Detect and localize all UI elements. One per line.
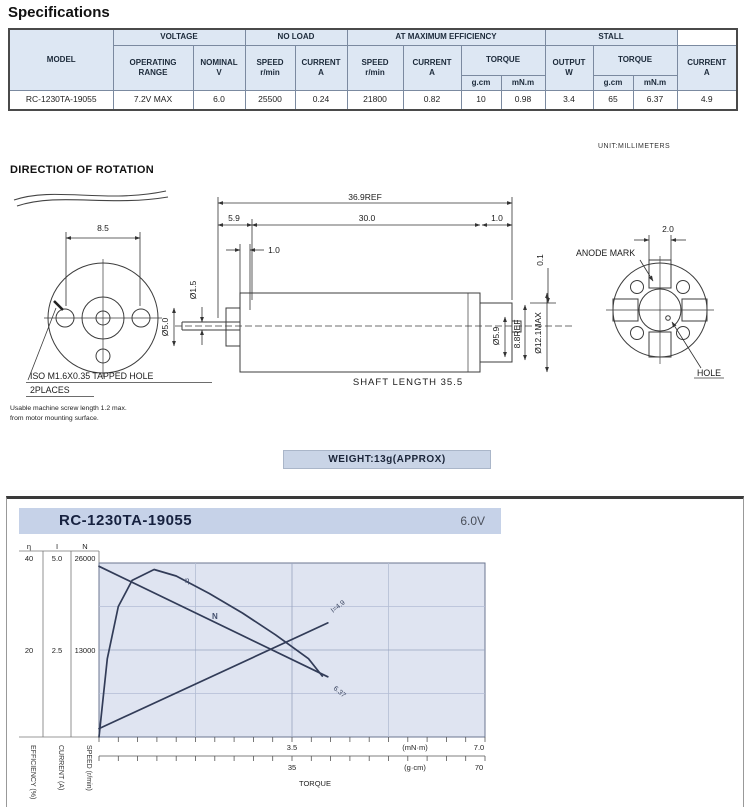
cell-stall-torque-gcm: 65 xyxy=(593,90,633,110)
chart-model-title: RC-1230TA-19055 xyxy=(59,512,193,529)
x-max-gcm: 70 xyxy=(474,763,484,772)
col-header-stall-current: CURRENT A xyxy=(677,45,737,90)
col-header-output: OUTPUT W xyxy=(545,45,593,90)
hole-label: HOLE xyxy=(697,368,721,378)
group-header-voltage: VOLTAGE xyxy=(113,29,245,45)
rotation-arrow xyxy=(14,191,168,206)
cell-nominal: 6.0 xyxy=(193,90,245,110)
cell-maxeff-torque-mnm: 0.98 xyxy=(501,90,545,110)
current-axis-mid: 2.5 xyxy=(51,646,63,655)
cell-noload-current: 0.24 xyxy=(295,90,347,110)
note-2places: 2PLACES xyxy=(30,385,70,395)
dim-boss-diameter: Ø5.0 xyxy=(160,317,170,337)
spec-table xyxy=(8,28,738,111)
x-unit-gcm: (g·cm) xyxy=(404,763,426,772)
direction-of-rotation-label: DIRECTION OF ROTATION xyxy=(10,164,154,176)
cell-stall-torque-mnm: 6.37 xyxy=(633,90,677,110)
table-row xyxy=(9,90,737,110)
cell-maxeff-torque-gcm: 10 xyxy=(461,90,501,110)
page-title: Specifications xyxy=(8,4,110,21)
col-header-noload-speed: SPEED r/min xyxy=(245,45,295,90)
shaft-length-note: SHAFT LENGTH 35.5 xyxy=(352,377,464,388)
x-mid-gcm: 35 xyxy=(287,763,297,772)
eta-axis-symbol: η xyxy=(26,542,32,551)
dim-rear-boss-diameter: Ø5.9 xyxy=(491,326,501,346)
current-axis-max: 5.0 xyxy=(51,554,63,563)
weight-note xyxy=(283,450,491,469)
cell-maxeff-current: 0.82 xyxy=(403,90,461,110)
current-end-label: I=4.9 xyxy=(329,599,347,615)
group-header-noload: NO LOAD xyxy=(245,29,347,45)
front-view-drawing xyxy=(28,259,162,380)
hole-callout xyxy=(672,322,724,378)
dim-body-diameter: Ø12.1MAX xyxy=(533,312,543,354)
col-header-maxeff-current: CURRENT A xyxy=(403,45,461,90)
cell-noload-speed: 25500 xyxy=(245,90,295,110)
y-scale-gutter xyxy=(19,551,99,737)
eta-axis-max: 40 xyxy=(24,554,34,563)
cell-stall-current: 4.9 xyxy=(677,90,737,110)
unit-maxeff-torque-mnm: mN.m xyxy=(501,75,545,90)
dim-cap-diameter: 8.8REF xyxy=(512,319,522,349)
x-axis-title: TORQUE xyxy=(299,779,331,788)
efficiency-curve-label: η xyxy=(185,576,190,585)
speed-curve-label: N xyxy=(212,612,218,621)
chart-voltage-label: 6.0V xyxy=(460,514,485,528)
unit-stall-torque-mnm: mN.m xyxy=(633,75,677,90)
cell-maxeff-speed: 21800 xyxy=(347,90,403,110)
dim-body-length: 30.0 xyxy=(358,213,376,223)
eta-axis-mid: 20 xyxy=(24,646,34,655)
dim-rear-length: 1.0 xyxy=(491,213,503,223)
x-mid-mnm: 3.5 xyxy=(286,743,298,752)
anode-mark-callout xyxy=(576,248,653,281)
cell-model: RC-1230TA-19055 xyxy=(9,90,113,110)
dim-shaft-front: 5.9 xyxy=(228,213,240,223)
group-header-maxeff: AT MAXIMUM EFFICIENCY xyxy=(347,29,545,45)
col-header-maxeff-torque: TORQUE xyxy=(461,45,545,75)
col-header-nominal: NOMINAL V xyxy=(193,45,245,90)
current-axis-symbol: I xyxy=(55,542,59,551)
speed-axis-max: 26000 xyxy=(74,554,96,563)
col-header-model: MODEL xyxy=(9,29,113,90)
dim-slot-width: 2.0 xyxy=(662,224,674,234)
speed-axis-mid: 13000 xyxy=(74,646,96,655)
unit-note: UNIT:MILLIMETERS xyxy=(598,143,671,150)
x-max-mnm: 7.0 xyxy=(473,743,485,752)
dim-shaft-diameter: Ø1.5 xyxy=(188,280,198,300)
rear-view-drawing xyxy=(606,256,714,364)
dim-boss-length: 1.0 xyxy=(268,245,280,255)
col-header-stall-torque: TORQUE xyxy=(593,45,677,75)
anode-mark-label: ANODE MARK xyxy=(576,248,636,258)
torque-ruler-mnm xyxy=(99,737,485,742)
dim-overall-length: 36.9REF xyxy=(348,192,382,202)
chart-title-bar xyxy=(19,508,501,534)
dimension-drawing xyxy=(0,160,750,465)
unit-maxeff-torque-gcm: g.cm xyxy=(461,75,501,90)
spec-table-grid xyxy=(8,28,738,111)
col-header-operating-range: OPERATING RANGE xyxy=(113,45,193,90)
performance-chart xyxy=(15,541,735,803)
note-screw-length-2: from motor mounting surface. xyxy=(10,415,99,422)
speed-axis-symbol: N xyxy=(82,542,88,551)
dim-end-gap: 0.1 xyxy=(535,254,545,266)
speed-end-label: 6.37 xyxy=(331,685,347,700)
note-screw-length-1: Usable machine screw length 1.2 max. xyxy=(10,405,127,412)
tapped-hole-note xyxy=(10,371,212,422)
unit-stall-torque-gcm: g.cm xyxy=(593,75,633,90)
efficiency-axis-title: EFFICIENCY (%) xyxy=(29,745,36,800)
torque-ruler-gcm xyxy=(99,756,485,761)
x-unit-mnm: (mN·m) xyxy=(402,743,428,752)
speed-axis-title: SPEED (r/min) xyxy=(85,745,92,791)
dim-hole-span: 8.5 xyxy=(97,223,109,233)
current-axis-title: CURRENT (A) xyxy=(57,745,64,791)
weight-note-text: WEIGHT:13g(APPROX) xyxy=(328,454,446,465)
note-tapped-hole: ISO M1.6X0.35 TAPPED HOLE xyxy=(30,371,154,381)
group-header-stall: STALL xyxy=(545,29,677,45)
performance-chart-section xyxy=(6,496,744,807)
col-header-noload-current: CURRENT A xyxy=(295,45,347,90)
cell-output: 3.4 xyxy=(545,90,593,110)
col-header-maxeff-speed: SPEED r/min xyxy=(347,45,403,90)
cell-operating-range: 7.2V MAX xyxy=(113,90,193,110)
